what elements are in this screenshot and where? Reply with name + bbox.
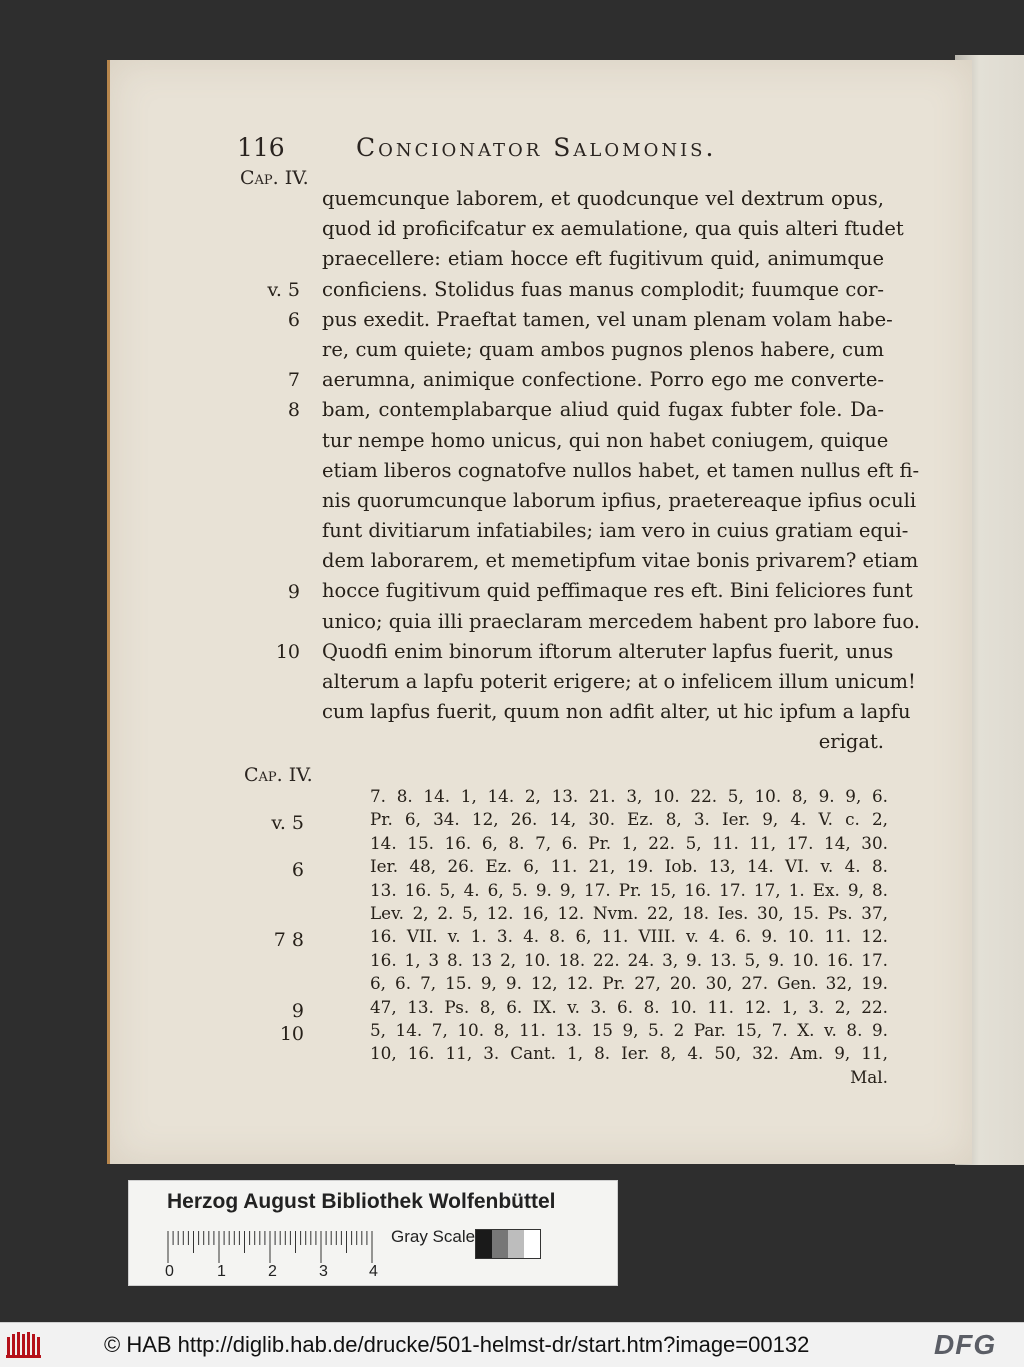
text-line: tur nempe homo unicus, qui non habet coniugem, quique — [322, 428, 889, 452]
text-line: conficiens. Stolidus fuas manus complodit; fuumque cor- — [322, 277, 884, 301]
verse-mark: 9 — [291, 999, 304, 1022]
gray-scale-swatches — [475, 1229, 541, 1259]
verse-mark: 6 — [287, 308, 300, 331]
ruler-number-1: 1 — [217, 1263, 226, 1280]
note-line: 14. 15. 16. 6, 8. 7, 6. Pr. 1, 22. 5, 11. 11, 17. 14, 30. — [370, 832, 888, 853]
text-line: unico; quia illi praeclaram mercedem habent pro labore fuo. — [322, 609, 921, 633]
note-line: Ier. 48, 26. Ez. 6, 11. 21, 19. Iob. 13, 14. VI. v. 4. 8. — [370, 856, 888, 877]
note-line: 7. 8. 14. 1, 14. 2, 13. 21. 3, 10. 22. 5, 10. 8, 9. 9, 6. — [370, 786, 888, 806]
verse-mark: 7 8 — [273, 929, 304, 952]
note-line: 10, 16. 11, 3. Cant. 1, 8. Ier. 8, 4. 50, 32. Am. 9, 11, — [370, 1043, 888, 1064]
ruler-number-3: 3 — [319, 1263, 328, 1280]
ruler-scale — [167, 1231, 379, 1263]
text-line: dem laborarem, et memetipfum vitae bonis privarem? etiam — [322, 549, 919, 573]
text-line: Quodfi enim binorum iftorum alteruter lapfus fuerit, unus — [322, 639, 894, 663]
ruler-number-0: 0 — [165, 1263, 174, 1280]
note-line: 5, 14. 7, 10. 8, 11. 13. 15 9, 5. 2 Par. 15, 7. X. v. 8. 9. — [370, 1019, 888, 1040]
text-line: re, cum quiete; quam ambos pugnos plenos habere, cum — [322, 337, 884, 361]
footer-bar — [0, 1322, 1024, 1367]
main-text-block — [322, 184, 921, 758]
notes-block — [370, 785, 888, 1089]
verse-mark: 10 — [279, 1023, 304, 1045]
note-line: 16. 1, 3 8. 13 2, 10. 18. 22. 24. 3, 9. 13. 5, 9. 10. 16. 17. — [370, 949, 888, 970]
verse-mark: 6 — [291, 859, 304, 882]
text-line: cum lapfus fuerit, quum non adfit alter, ut hic ipfum a lapfu — [322, 700, 911, 724]
running-head: Concionator Salomonis. — [356, 133, 717, 162]
verse-mark: 8 — [287, 399, 300, 422]
text-line: quemcunque laborem, et quodcunque vel dextrum opus, — [322, 187, 884, 210]
text-line: erigat. — [818, 730, 884, 754]
text-line: quod id proficifcatur ex aemulatione, qua quis alteri ftudet — [322, 217, 904, 241]
text-line: hocce fugitivum quid peffimaque res eft. Bini feliciores funt — [322, 579, 913, 603]
ruler-number-4: 4 — [369, 1263, 378, 1280]
text-line: pus exedit. Praeftat tamen, vel unam plenam volam habe- — [322, 307, 893, 331]
text-line: bam, contemplabarque aliud quid fugax fubter fole. Da- — [322, 398, 884, 422]
library-title: Herzog August Bibliothek Wolfenbüttel — [167, 1190, 556, 1213]
verse-mark: v. 5 — [267, 278, 300, 301]
note-line: 47, 13. Ps. 8, 6. IX. v. 3. 6. 8. 10. 11. 12. 1, 3. 2, 22. — [370, 996, 888, 1017]
gray-scale-label: Gray Scale — [391, 1227, 476, 1246]
text-line: aerumna, animique confectione. Porro ego me converte- — [322, 368, 884, 392]
chapter-label: Cap. IV. — [240, 167, 309, 189]
ruler-number-2: 2 — [268, 1263, 277, 1280]
text-line: nis quorumcunque laborum ipfius, praetereaque ipfius oculi — [322, 488, 917, 512]
note-line: 6, 6. 7, 15. 9, 9. 12, 12. Pr. 27, 20. 30, 27. Gen. 32, 19. — [370, 973, 888, 994]
library-color-card — [128, 1180, 618, 1286]
notes-chapter-label: Cap. IV. — [244, 764, 313, 786]
verse-mark: 7 — [287, 369, 300, 392]
text-line: funt divitiarum infatiabiles; iam vero in cuius gratiam equi- — [322, 519, 909, 543]
text-line: praecellere: etiam hocce eft fugitivum quid, animumque — [322, 247, 884, 271]
note-line: 16. VII. v. 1. 3. 4. 8. 6, 11. VIII. v. 4. 6. 9. 10. 11. 12. — [370, 926, 888, 947]
verse-mark: 10 — [275, 641, 300, 663]
page-number: 116 — [237, 133, 285, 162]
note-line: Lev. 2, 2. 5, 12. 16, 12. Nvm. 22, 18. Ies. 30, 15. Ps. 37, — [370, 902, 888, 923]
dfg-logo-icon: DFG — [934, 1329, 997, 1360]
text-line: etiam liberos cognatofve nullos habet, et tamen nullus eft fi- — [322, 458, 920, 482]
note-line: Pr. 6, 34. 12, 26. 14, 30. Ez. 8, 3. Ier. 9, 4. V. c. 2, — [370, 809, 888, 830]
text-line: alterum a lapfu poterit erigere; at o infelicem illum unicum! — [322, 670, 916, 693]
footer-source-link[interactable]: © HAB http://diglib.hab.de/drucke/501-helmst-dr/start.htm?image=00132 — [104, 1332, 810, 1357]
hab-logo-icon — [6, 1331, 46, 1359]
verse-mark: 9 — [287, 580, 300, 603]
note-line: 13. 16. 5, 4. 6, 5. 9. 9, 17. Pr. 15, 16. 17. 17, 1. Ex. 9, 8. — [370, 879, 888, 900]
verse-mark: v. 5 — [271, 812, 304, 835]
note-line: Mal. — [850, 1066, 888, 1087]
